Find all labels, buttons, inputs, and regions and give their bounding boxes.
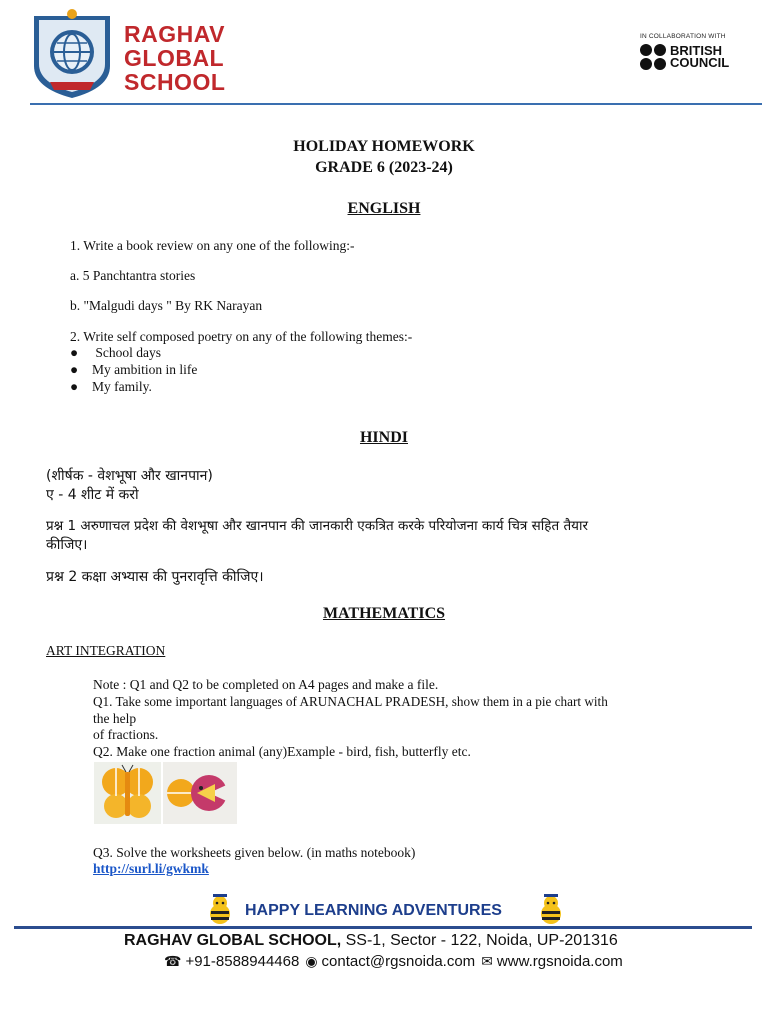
school-logo-emblem: [30, 6, 114, 100]
envelope-icon: ✉: [481, 953, 493, 969]
bee-mascot-icon: [534, 892, 568, 926]
partner-line-1: BRITISH: [670, 43, 722, 58]
fraction-animal-images: [94, 762, 239, 824]
footer-divider: [14, 926, 752, 929]
theme-text: My family.: [92, 379, 152, 394]
page-header: [0, 0, 768, 110]
footer-website[interactable]: www.rgsnoida.com: [496, 953, 623, 970]
school-name-line-2: GLOBAL: [124, 45, 225, 71]
maths-note: Note : Q1 and Q2 to be completed on A4 pages and make a file.: [93, 677, 439, 692]
british-council-name: [670, 45, 729, 69]
footer-school-name: RAGHAV GLOBAL SCHOOL,: [124, 932, 342, 949]
phone-icon: ☎: [164, 953, 182, 969]
footer-contacts: [158, 953, 623, 970]
document-subtitle: GRADE 6 (2023-24): [315, 159, 453, 176]
maths-q1: Q1. Take some important languages of ARUNACHAL PRADESH, show them in a pie chart with: [93, 694, 608, 709]
hindi-q1: प्रश्न 1 अरुणाचल प्रदेश की वेशभूषा और खानपान की जानकारी एकत्रित करके परियोजना कार्य चित्र सहित तैयार: [46, 518, 588, 534]
footer-address: [124, 932, 618, 950]
theme-bullet-item: [70, 345, 161, 361]
art-integration-heading: ART INTEGRATION: [46, 643, 166, 658]
school-name-line-3: SCHOOL: [124, 69, 226, 95]
school-name-line-1: RAGHAV: [124, 21, 225, 47]
hindi-q1-cont: कीजिए।: [46, 537, 88, 553]
hindi-instruction: ए - 4 शीट में करो: [46, 487, 139, 503]
bullet-icon: ●: [70, 345, 79, 360]
hindi-heading: HINDI: [359, 429, 408, 446]
british-council-dots-icon: [640, 44, 666, 70]
partner-line-2: COUNCIL: [670, 55, 730, 70]
hindi-topic: (शीर्षक - वेशभूषा और खानपान): [46, 468, 213, 484]
english-q1: 1. Write a book review on any one of the following:-: [70, 238, 355, 253]
bee-mascot-icon: [203, 892, 237, 926]
theme-bullet-item: [70, 379, 152, 395]
footer-address-text: SS-1, Sector - 122, Noida, UP-201316: [341, 932, 618, 949]
theme-text: My ambition in life: [92, 362, 198, 377]
maths-q1-cont-2: of fractions.: [93, 727, 159, 742]
footer-tagline: HAPPY LEARNING ADVENTURES: [245, 902, 502, 919]
british-council-logo: [640, 33, 750, 73]
butterfly-image: [94, 762, 161, 824]
hindi-q2: प्रश्न 2 कक्षा अभ्यास की पुनरावृत्ति कीजिए।: [46, 569, 264, 585]
page-footer: [0, 890, 768, 1024]
maths-q2: Q2. Make one fraction animal (any)Example - bird, fish, butterfly etc.: [93, 744, 471, 759]
footer-phone[interactable]: +91-8588944468: [185, 953, 300, 970]
fish-image: [163, 762, 237, 824]
document-title: HOLIDAY HOMEWORK: [293, 138, 475, 155]
bullet-icon: ●: [70, 379, 79, 394]
school-name: [124, 22, 225, 94]
header-divider: [30, 103, 762, 105]
english-q2: 2. Write self composed poetry on any of the following themes:-: [70, 329, 413, 344]
bullet-icon: ●: [70, 362, 79, 377]
english-heading: ENGLISH: [347, 200, 421, 217]
email-icon: ◉: [305, 953, 318, 969]
footer-email[interactable]: contact@rgsnoida.com: [321, 953, 476, 970]
english-q1-option-a: a. 5 Panchtantra stories: [70, 268, 196, 283]
collab-text: IN COLLABORATION WITH: [640, 33, 726, 40]
worksheet-link[interactable]: http://surl.li/gwkmk: [93, 861, 209, 876]
maths-q3: Q3. Solve the worksheets given below. (in maths notebook): [93, 845, 416, 860]
theme-text: School days: [92, 345, 161, 360]
maths-q1-cont: the help: [93, 711, 137, 726]
theme-bullet-item: [70, 362, 197, 378]
english-q1-option-b: b. "Malgudi days " By RK Narayan: [70, 298, 263, 313]
maths-heading: MATHEMATICS: [322, 605, 446, 622]
